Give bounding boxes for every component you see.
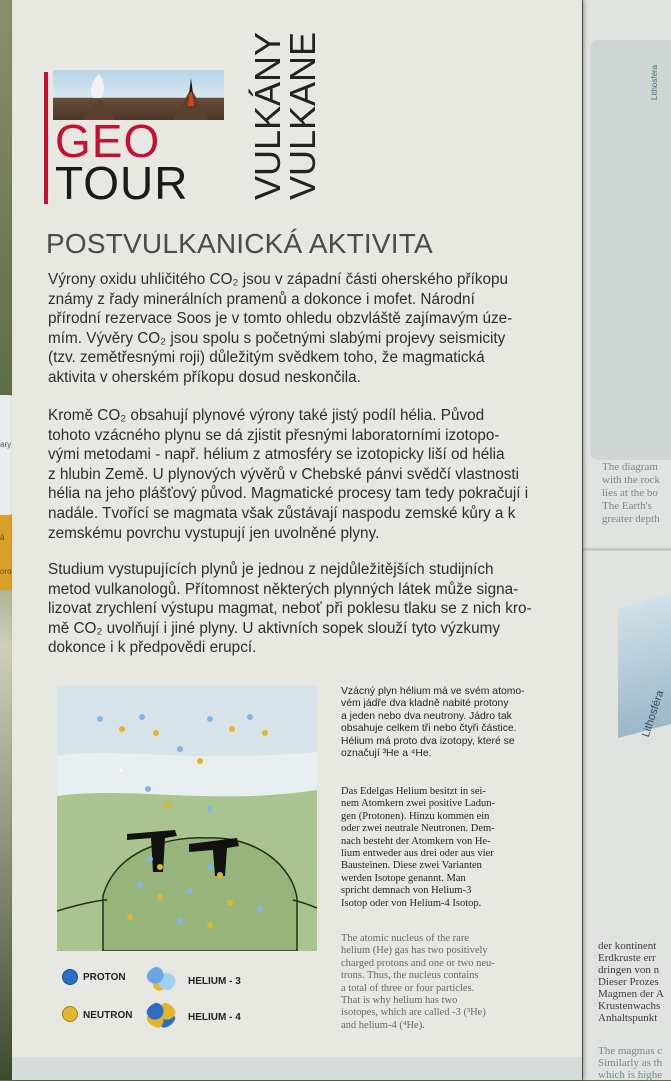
right-german-text-bottom-line: dringen von n (598, 964, 660, 976)
right-english-text-top-line: The Earth's (602, 500, 652, 512)
diagram-text-english-line: The atomic nucleus of the rare (341, 933, 469, 944)
left-orange-text-2: oro (0, 567, 12, 576)
left-map-text: ary (0, 440, 12, 449)
diagram-text-czech-line: obsahuje celkem tři nebo čtyři částice. (341, 723, 517, 735)
proton-particle-icon (139, 714, 145, 720)
title-volcanoes-de: VULKANE (282, 31, 323, 200)
proton-icon (62, 969, 78, 985)
paragraph-gas-study-line: Studium vystupujících plynů je jednou z nejdůležitějších studijních (48, 561, 494, 578)
board-bottom-strip (12, 1057, 582, 1080)
neutron-particle-icon (157, 864, 163, 870)
logo-volcano-picture (53, 70, 224, 120)
diagram-text-english-line: isotopes, which are called -3 (³He) (341, 1007, 486, 1019)
helium-3-icon (146, 966, 176, 992)
neutron-icon (62, 1006, 78, 1022)
paragraph-helium-line: vými metodami - např. hélium z atmosféry se izotopicky liší od hélia (48, 446, 505, 464)
right-english-text-bottom-line: The magmas c (598, 1045, 663, 1057)
paragraph-co2-line: známy z řady minerálních pramenů a dokonce i mofet. Národní (48, 290, 475, 308)
diagram-text-english-line: trons. Thus, the nucleus contains (341, 970, 479, 982)
proton-particle-icon (207, 864, 213, 870)
proton-particle-icon (177, 746, 183, 752)
proton-particle-icon (207, 806, 213, 812)
diagram-text-german-line: oder zwei neutrale Neutronen. Dem- (341, 823, 495, 835)
right-lithosphere-label-mid: Lithosféra (640, 689, 667, 739)
right-diagram-fragment (618, 592, 671, 738)
proton-particle-icon (207, 716, 213, 722)
paragraph-co2-line: (tzv. zemětřesnými roji) důležitým svědkem toho, že magmatická (48, 349, 485, 367)
neutron-particle-icon (217, 872, 223, 878)
paragraph-gas-study-line: mě CO₂ uvolňují i jiné plyny. U aktivních sopek slouží tyto výzkumy (48, 619, 500, 637)
right-english-text-top-line: with the rock (602, 474, 661, 486)
right-german-text-bottom-line: der kontinent (598, 940, 657, 952)
diagram-text-german-line: lium entweder aus drei oder aus vier (341, 848, 494, 860)
diagram-text-czech-line: Hélium má proto dva izotopy, které se (341, 735, 515, 747)
proton-particle-icon (145, 786, 151, 792)
diagram-text-english (341, 933, 563, 1032)
right-english-text-top-line: greater depth (602, 513, 660, 525)
logo-red-bar (44, 72, 48, 204)
diagram-text-german-line: Bausteinen. Diese zwei Varianten (341, 860, 482, 872)
paragraph-helium-line: z hlubin Země. U plynových vývěrů v Chebské pánvi svědčí vlastnosti (48, 465, 520, 483)
legend-proton: PROTON (83, 972, 126, 983)
diagram-text-english-line: a total of three or four particles. (341, 982, 475, 994)
diagram-text-german-line: Das Edelgas Helium besitzt in sei- (341, 786, 486, 797)
paragraph-co2-line: aktivita v oherském příkopu dosud neskončila. (48, 368, 361, 386)
title-volcanoes-cz: VULKÁNY (247, 31, 288, 200)
neutron-particle-icon (153, 730, 159, 736)
helium-diagram (57, 686, 317, 951)
right-german-text-bottom-line: Magmen der A (598, 988, 664, 1000)
paragraph-gas-study-line: lizovat zrychlení výstupu magmat, neboť při poklesu tlaku se z nich kro- (48, 600, 532, 618)
paragraph-helium-line: hélia na jeho plášťový původ. Magmatické procesy tam tedy pokračují i (48, 485, 529, 503)
logo-tour-text: TOUR (55, 157, 189, 209)
right-english-text-top (602, 461, 660, 526)
diagram-text-german-line: nem Atomkern zwei positive Ladun- (341, 798, 495, 810)
diagram-text-english-line: helium (He) gas has two positively (341, 945, 488, 957)
right-english-text-top-line: lies at the bo (602, 487, 658, 499)
neutron-particle-icon (165, 802, 171, 808)
diagram-text-german-line: nach besteht der Atomkern von He- (341, 835, 491, 847)
paragraph-helium (48, 406, 561, 543)
svg-text:●: ● (119, 767, 124, 774)
logo-volcano-icon (53, 70, 224, 120)
diagram-text-german-line: werden Isotope genannt. Man (341, 872, 466, 884)
paragraph-helium-line: tohoto vzácného plynu se dá zjistit přesnými laboratorními izotopo- (48, 426, 500, 444)
logo-geo-text: GEO (55, 115, 161, 167)
right-german-text-bottom-line: Dieser Prozes (598, 976, 659, 988)
proton-particle-icon (187, 888, 193, 894)
paragraph-helium-line: Kromě CO₂ obsahují plynové výrony také jistý podíl hélia. Původ (48, 407, 485, 424)
diagram-text-german (341, 786, 563, 910)
right-english-text-top-line: The diagram (602, 461, 658, 473)
right-german-text-bottom-line: Krustenwachs (598, 1000, 661, 1012)
diagram-text-czech-line: a jeden nebo dva neutrony. Jádro tak (341, 710, 512, 722)
diagram-text-english-line: That is why helium has two (341, 995, 458, 1007)
paragraph-gas-study (48, 560, 561, 658)
paragraph-helium-line: zemskému povrchu vystupují jen uvolněné plyny. (48, 524, 380, 542)
neutron-particle-icon (127, 914, 133, 920)
diagram-text-german-line: Isotop oder von Helium-4 Isotop. (341, 897, 482, 909)
legend-helium-4: HELIUM - 4 (188, 1012, 241, 1023)
right-english-text-bottom-line: Similarly as th (598, 1057, 663, 1069)
legend-helium-3: HELIUM - 3 (188, 976, 241, 987)
diagram-text-german-line: spricht demnach von Helium-3 (341, 885, 472, 897)
right-divider (583, 548, 671, 551)
proton-particle-icon (177, 918, 183, 924)
proton-particle-icon (97, 716, 103, 722)
neutron-particle-icon (197, 758, 203, 764)
left-orange-text-1: á (0, 533, 5, 542)
page-heading: POSTVULKANICKÁ AKTIVITA (46, 228, 433, 259)
neutron-particle-icon (229, 726, 235, 732)
diagram-text-czech-line: Vzácný plyn hélium má ve svém atomo- (341, 686, 525, 697)
right-german-text-bottom-line: Erdkruste err (598, 952, 656, 964)
paragraph-gas-study-line: dokonce i k předpovědi erupcí. (48, 639, 257, 657)
helium-diagram-graphic (57, 686, 317, 951)
paragraph-gas-study-line: metod vulkanologů. Přítomnost některých plynných látek může signa- (48, 580, 519, 598)
diagram-text-czech (341, 686, 563, 760)
paragraph-co2-line: Výrony oxidu uhličitého CO₂ jsou v západní části oherského příkopu (48, 271, 508, 288)
neutron-particle-icon (262, 730, 268, 736)
diagram-text-english-line: and helium-4 (⁴He). (341, 1019, 425, 1031)
proton-particle-icon (147, 856, 153, 862)
proton-particle-icon (247, 714, 253, 720)
neutron-particle-icon (227, 900, 233, 906)
neutron-particle-icon (207, 922, 213, 928)
proton-particle-icon (137, 882, 143, 888)
legend-neutron: NEUTRON (83, 1010, 133, 1021)
right-german-text-bottom (598, 940, 664, 1024)
paragraph-helium-line: nadále. Tvořící se magmata však zůstávají naspodu zemské kůry a k (48, 504, 516, 522)
paragraph-co2 (48, 270, 561, 388)
diagram-text-czech-line: označují ³He a ⁴He. (341, 748, 432, 760)
right-lithosphere-label-top: Lithosféra (650, 64, 659, 100)
right-german-text-bottom-line: Anhaltspunkt (598, 1012, 658, 1024)
right-image-area (590, 40, 671, 460)
proton-particle-icon (257, 906, 263, 912)
neutron-particle-icon (157, 894, 163, 900)
neutron-particle-icon (119, 726, 125, 732)
paragraph-co2-line: přírodní rezervace Soos je v tomto ohledu obzvláště zajímavým úze- (48, 310, 513, 328)
diagram-text-english-line: charged protons and one or two neu- (341, 957, 495, 969)
helium-4-icon (146, 1002, 176, 1028)
paragraph-co2-line: mím. Vývěry CO₂ jsou spolu s početnými slabými projevy seismicity (48, 329, 506, 347)
right-english-text-bottom (598, 1045, 662, 1081)
diagram-text-german-line: gen (Protonen). Hinzu kommen ein (341, 810, 490, 822)
right-english-text-bottom-line: which is highe (598, 1069, 663, 1081)
diagram-text-czech-line: vém jádře dva kladně nabité protony (341, 698, 509, 710)
